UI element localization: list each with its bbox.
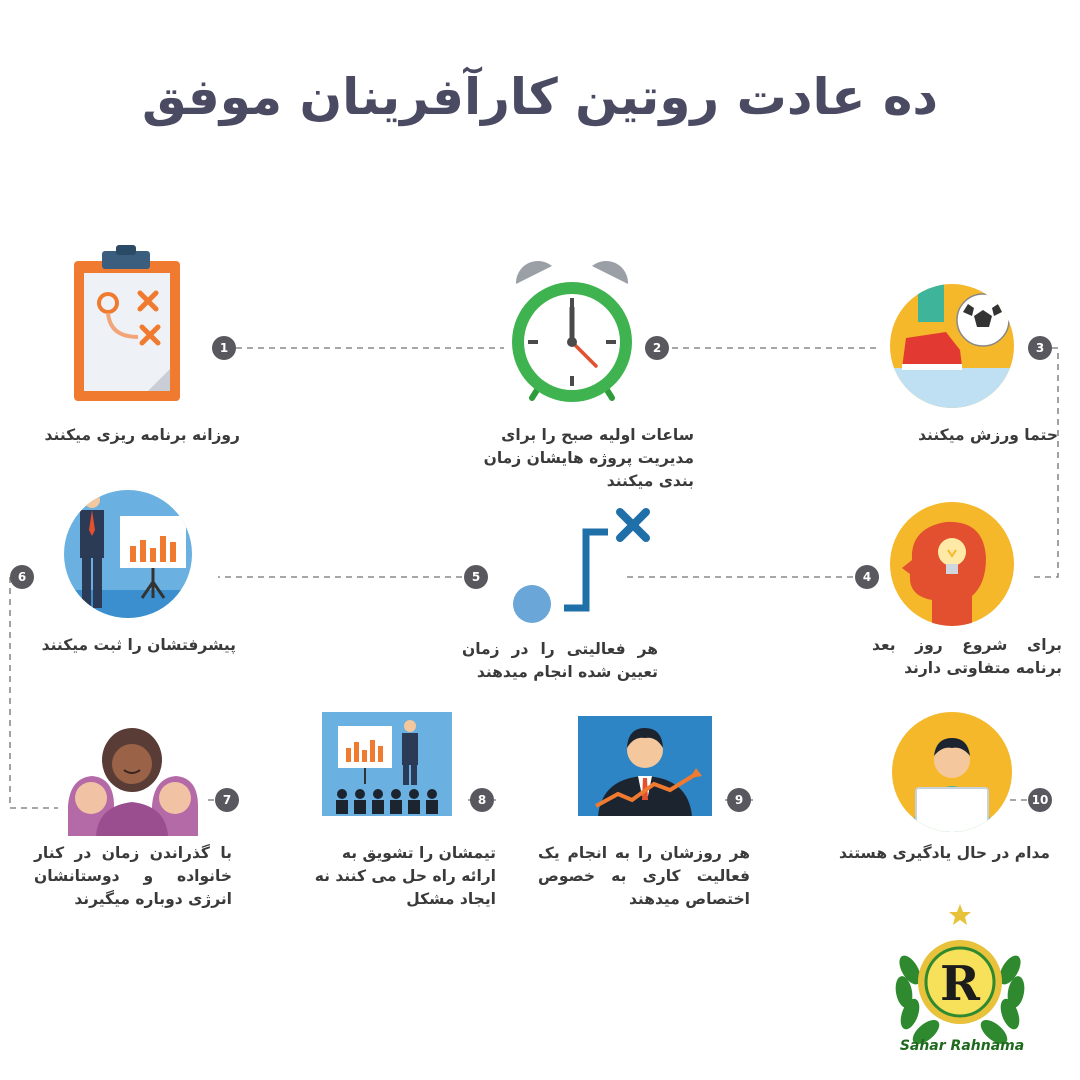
team-presentation-icon [322,712,452,816]
step-caption-8: تیمشان را تشویق به ارائه راه حل می کنند نه ایجاد مشکل [314,844,496,908]
alarm-clock-icon [502,256,642,412]
step-caption-10: مدام در حال یادگیری هستند [838,844,1050,862]
step-caption-2: ساعات اولیه صبح را برای مدیریت پروژه هایشان زمان بندی میکنند [483,426,694,490]
step-badge-1: 1 [212,336,236,360]
brand-name: Sahar Rahnama [899,1038,1025,1054]
step-caption-7: با گذراندن زمان در کنار خانواده و دوستانشان انرژی دوباره میگیرند [34,844,232,908]
step-badge-9: 9 [727,788,751,812]
step-badge-2: 2 [645,336,669,360]
step-caption-5: هر فعالیتی را در زمان تعیین شده انجام میدهند [462,640,658,681]
presenter-chart-icon [58,486,198,620]
step-badge-8: 8 [470,788,494,812]
clipboard-plan-icon [68,245,188,405]
step-badge-6: 6 [10,565,34,589]
head-lightbulb-icon [888,500,1018,630]
step-caption-6: پیشرفتشان را ثبت میکنند [41,636,236,654]
step-caption-1: روزانه برنامه ریزی میکنند [44,426,240,444]
brand-logo [880,900,1040,1060]
family-friends-icon [58,726,208,836]
step-badge-5: 5 [464,565,488,589]
logo-letter: R [940,956,980,1012]
step-badge-3: 3 [1028,336,1052,360]
businessman-growth-icon [578,716,712,816]
soccer-shoe-ball-icon [888,282,1018,412]
learner-laptop-icon [890,710,1014,834]
step-caption-3: حتما ورزش میکنند [918,426,1058,444]
step-caption-4: برای شروع روز بعد برنامه متفاوتی دارند [872,636,1062,677]
step-badge-7: 7 [215,788,239,812]
page-title: ده عادت روتین کارآفرینان موفق [141,68,939,126]
step-badge-4: 4 [855,565,879,589]
path-to-goal-icon [500,498,670,624]
step-badge-10: 10 [1028,788,1052,812]
step-caption-9: هر روزشان را به انجام یک فعالیت کاری به خصوص اختصاص میدهند [538,844,750,908]
